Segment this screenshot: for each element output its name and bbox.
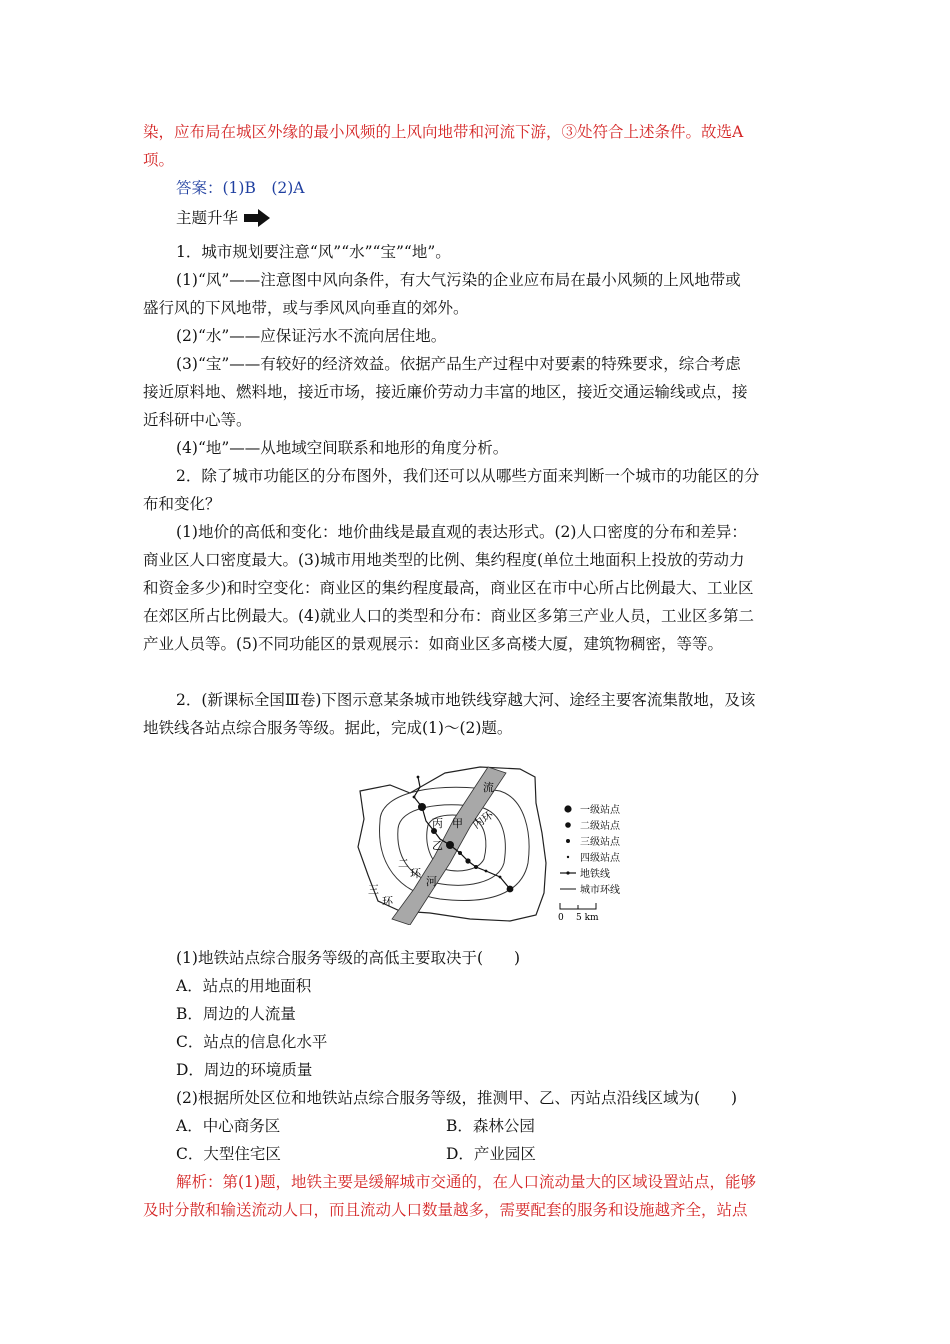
right-arrow-icon: [242, 208, 272, 228]
station-label: 丙: [432, 817, 443, 830]
legend-item: 四级站点: [580, 853, 620, 864]
paragraph: (4)“地”——从地域空间联系和地形的角度分析。: [176, 439, 509, 457]
paragraph: 产业人员等。(5)不同功能区的景观展示：如商业区多高楼大厦，建筑物稠密，等等。: [143, 635, 723, 653]
map-label: 河: [426, 875, 437, 888]
paragraph: (2)“水”——应保证污水不流向居住地。: [176, 327, 447, 345]
legend-item: 三级站点: [580, 837, 620, 848]
option-c: C．站点的信息化水平: [176, 1033, 328, 1051]
map-label: 三: [368, 883, 379, 896]
map-label: 环: [382, 895, 393, 908]
paragraph: 布和变化？: [143, 495, 221, 513]
option-a: A．中心商务区: [176, 1117, 281, 1135]
subway-map: [350, 763, 640, 925]
map-label: 二: [398, 857, 409, 870]
sub-question: (1)地铁站点综合服务等级的高低主要取决于( ): [176, 949, 521, 967]
paragraph: 在郊区所占比例最大。(4)就业人口的类型和分布：商业区多第三产业人员，工业区多第二: [143, 607, 754, 625]
paragraph: 和资金多少)和时空变化：商业区的集约程度最高，商业区在市中心所占比例最大、工业区: [143, 579, 754, 597]
map-label: 内环: [470, 808, 496, 832]
paragraph: (3)“宝”——有较好的经济效益。依据产品生产过程中对要素的特殊要求，综合考虑: [176, 355, 741, 373]
topic-heading: [176, 208, 272, 228]
answer-text: 答案：(1)B (2)A: [176, 179, 305, 197]
scale-label: 0: [558, 913, 564, 923]
analysis-text: 解析：第(1)题，地铁主要是缓解城市交通的，在人口流动量大的区域设置站点，能够: [176, 1173, 756, 1191]
option-b: B．森林公园: [446, 1117, 535, 1135]
legend-item: 一级站点: [580, 805, 620, 816]
option-b: B．周边的人流量: [176, 1005, 296, 1023]
analysis-text: 染，应布局在城区外缘的最小风频的上风向地带和河流下游，③处符合上述条件。故选A: [143, 123, 744, 141]
paragraph: 2．除了城市功能区的分布图外，我们还可以从哪些方面来判断一个城市的功能区的分: [176, 467, 760, 485]
subway-map-figure: [350, 763, 640, 925]
question-stem: 2．(新课标全国Ⅲ卷)下图示意某条城市地铁线穿越大河、途经主要客流集散地，及该: [176, 691, 756, 709]
legend-item: 二级站点: [580, 821, 620, 832]
legend-item: 城市环线: [580, 885, 620, 896]
question-stem: 地铁线各站点综合服务等级。据此，完成(1)～(2)题。: [143, 719, 513, 737]
map-label: 流: [483, 781, 494, 794]
analysis-text: 及时分散和输送流动人口，而且流动人口数量越多，需要配套的服务和设施越齐全，站点: [143, 1201, 748, 1219]
station-label: 乙: [432, 839, 443, 852]
paragraph: (1)地价的高低和变化：地价曲线是最直观的表达形式。(2)人口密度的分布和差异：: [176, 523, 747, 541]
paragraph: 盛行风的下风地带，或与季风风向垂直的郊外。: [143, 299, 469, 317]
scale-label: 5 km: [576, 913, 599, 923]
option-a: A．站点的用地面积: [176, 977, 312, 995]
paragraph: 商业区人口密度最大。(3)城市用地类型的比例、集约程度(单位土地面积上投放的劳动力: [143, 551, 745, 569]
option-c: C．大型住宅区: [176, 1145, 281, 1163]
sub-question: (2)根据所处区位和地铁站点综合服务等级，推测甲、乙、丙站点沿线区域为( ): [176, 1089, 738, 1107]
option-d: D．周边的环境质量: [176, 1061, 313, 1079]
legend-item: 地铁线: [580, 869, 610, 880]
paragraph: 1．城市规划要注意“风”“水”“宝”“地”。: [176, 243, 451, 261]
paragraph: 近科研中心等。: [143, 411, 252, 429]
paragraph: 接近原料地、燃料地，接近市场，接近廉价劳动力丰富的地区，接近交通运输线或点，接: [143, 383, 748, 401]
option-d: D．产业园区: [446, 1145, 536, 1163]
station-label: 甲: [452, 817, 463, 830]
map-legend: [558, 803, 621, 923]
topic-title: 主题升华: [176, 209, 239, 227]
paragraph: (1)“风”——注意图中风向条件，有大气污染的企业应布局在最小风频的上风地带或: [176, 271, 741, 289]
analysis-text: 项。: [143, 151, 175, 169]
map-label: 环: [410, 867, 421, 880]
